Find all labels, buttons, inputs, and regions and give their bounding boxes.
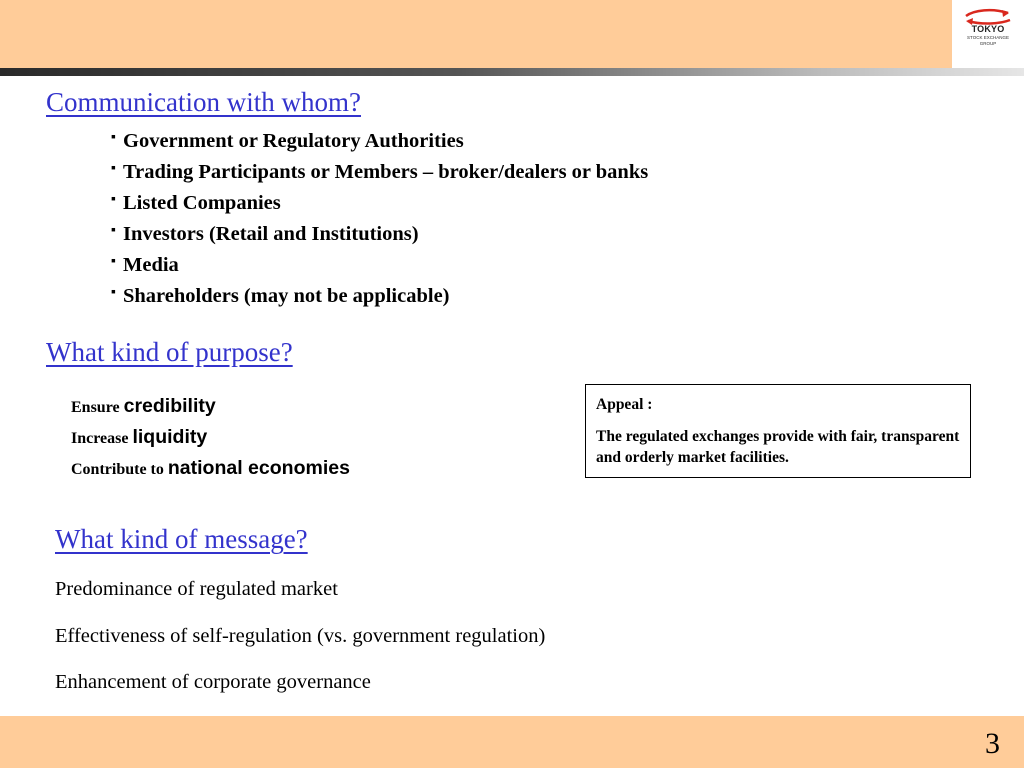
appeal-text: The regulated exchanges provide with fair, transparent and orderly market facilities.	[596, 428, 960, 466]
logo-text: TOKYO	[971, 24, 1005, 34]
appeal-box	[585, 384, 971, 478]
bullet-icon: ▪	[111, 223, 116, 238]
bullet-icon: ▪	[111, 285, 116, 300]
page-number: 3	[985, 727, 1000, 760]
purpose-list	[71, 391, 350, 484]
list-item: ▪ Trading Participants or Members – broker/dealers or banks	[111, 158, 648, 189]
logo-subtext: STOCK EXCHANGE GROUP	[967, 35, 1009, 46]
list-item: ▪ Shareholders (may not be applicable)	[111, 282, 648, 313]
list-item: ▪ Government or Regulatory Authorities	[111, 127, 648, 158]
bullet-icon: ▪	[111, 254, 116, 269]
list-item: Contribute to national economies	[71, 457, 350, 479]
tokyo-stock-exchange-logo	[952, 0, 1024, 68]
header-band	[0, 0, 952, 68]
bullet-icon: ▪	[111, 161, 116, 176]
audience-list	[111, 127, 648, 313]
list-item: Predominance of regulated market	[55, 578, 338, 600]
list-item: ▪ Listed Companies	[111, 189, 648, 220]
list-item: ▪ Investors (Retail and Institutions)	[111, 220, 648, 251]
heading-communication: Communication with whom?	[46, 87, 361, 117]
appeal-label: Appeal :	[596, 396, 653, 413]
list-item: ▪ Media	[111, 251, 648, 282]
list-item: Increase liquidity	[71, 426, 208, 448]
bullet-icon: ▪	[111, 192, 116, 207]
list-item: Ensure credibility	[71, 395, 216, 417]
bullet-icon: ▪	[111, 130, 116, 145]
list-item: Effectiveness of self-regulation (vs. government regulation)	[55, 625, 546, 647]
heading-message: What kind of message?	[55, 524, 308, 554]
footer-band	[0, 716, 1024, 768]
heading-purpose: What kind of purpose?	[46, 337, 293, 367]
list-item: Enhancement of corporate governance	[55, 671, 371, 693]
header-divider	[0, 68, 1024, 76]
